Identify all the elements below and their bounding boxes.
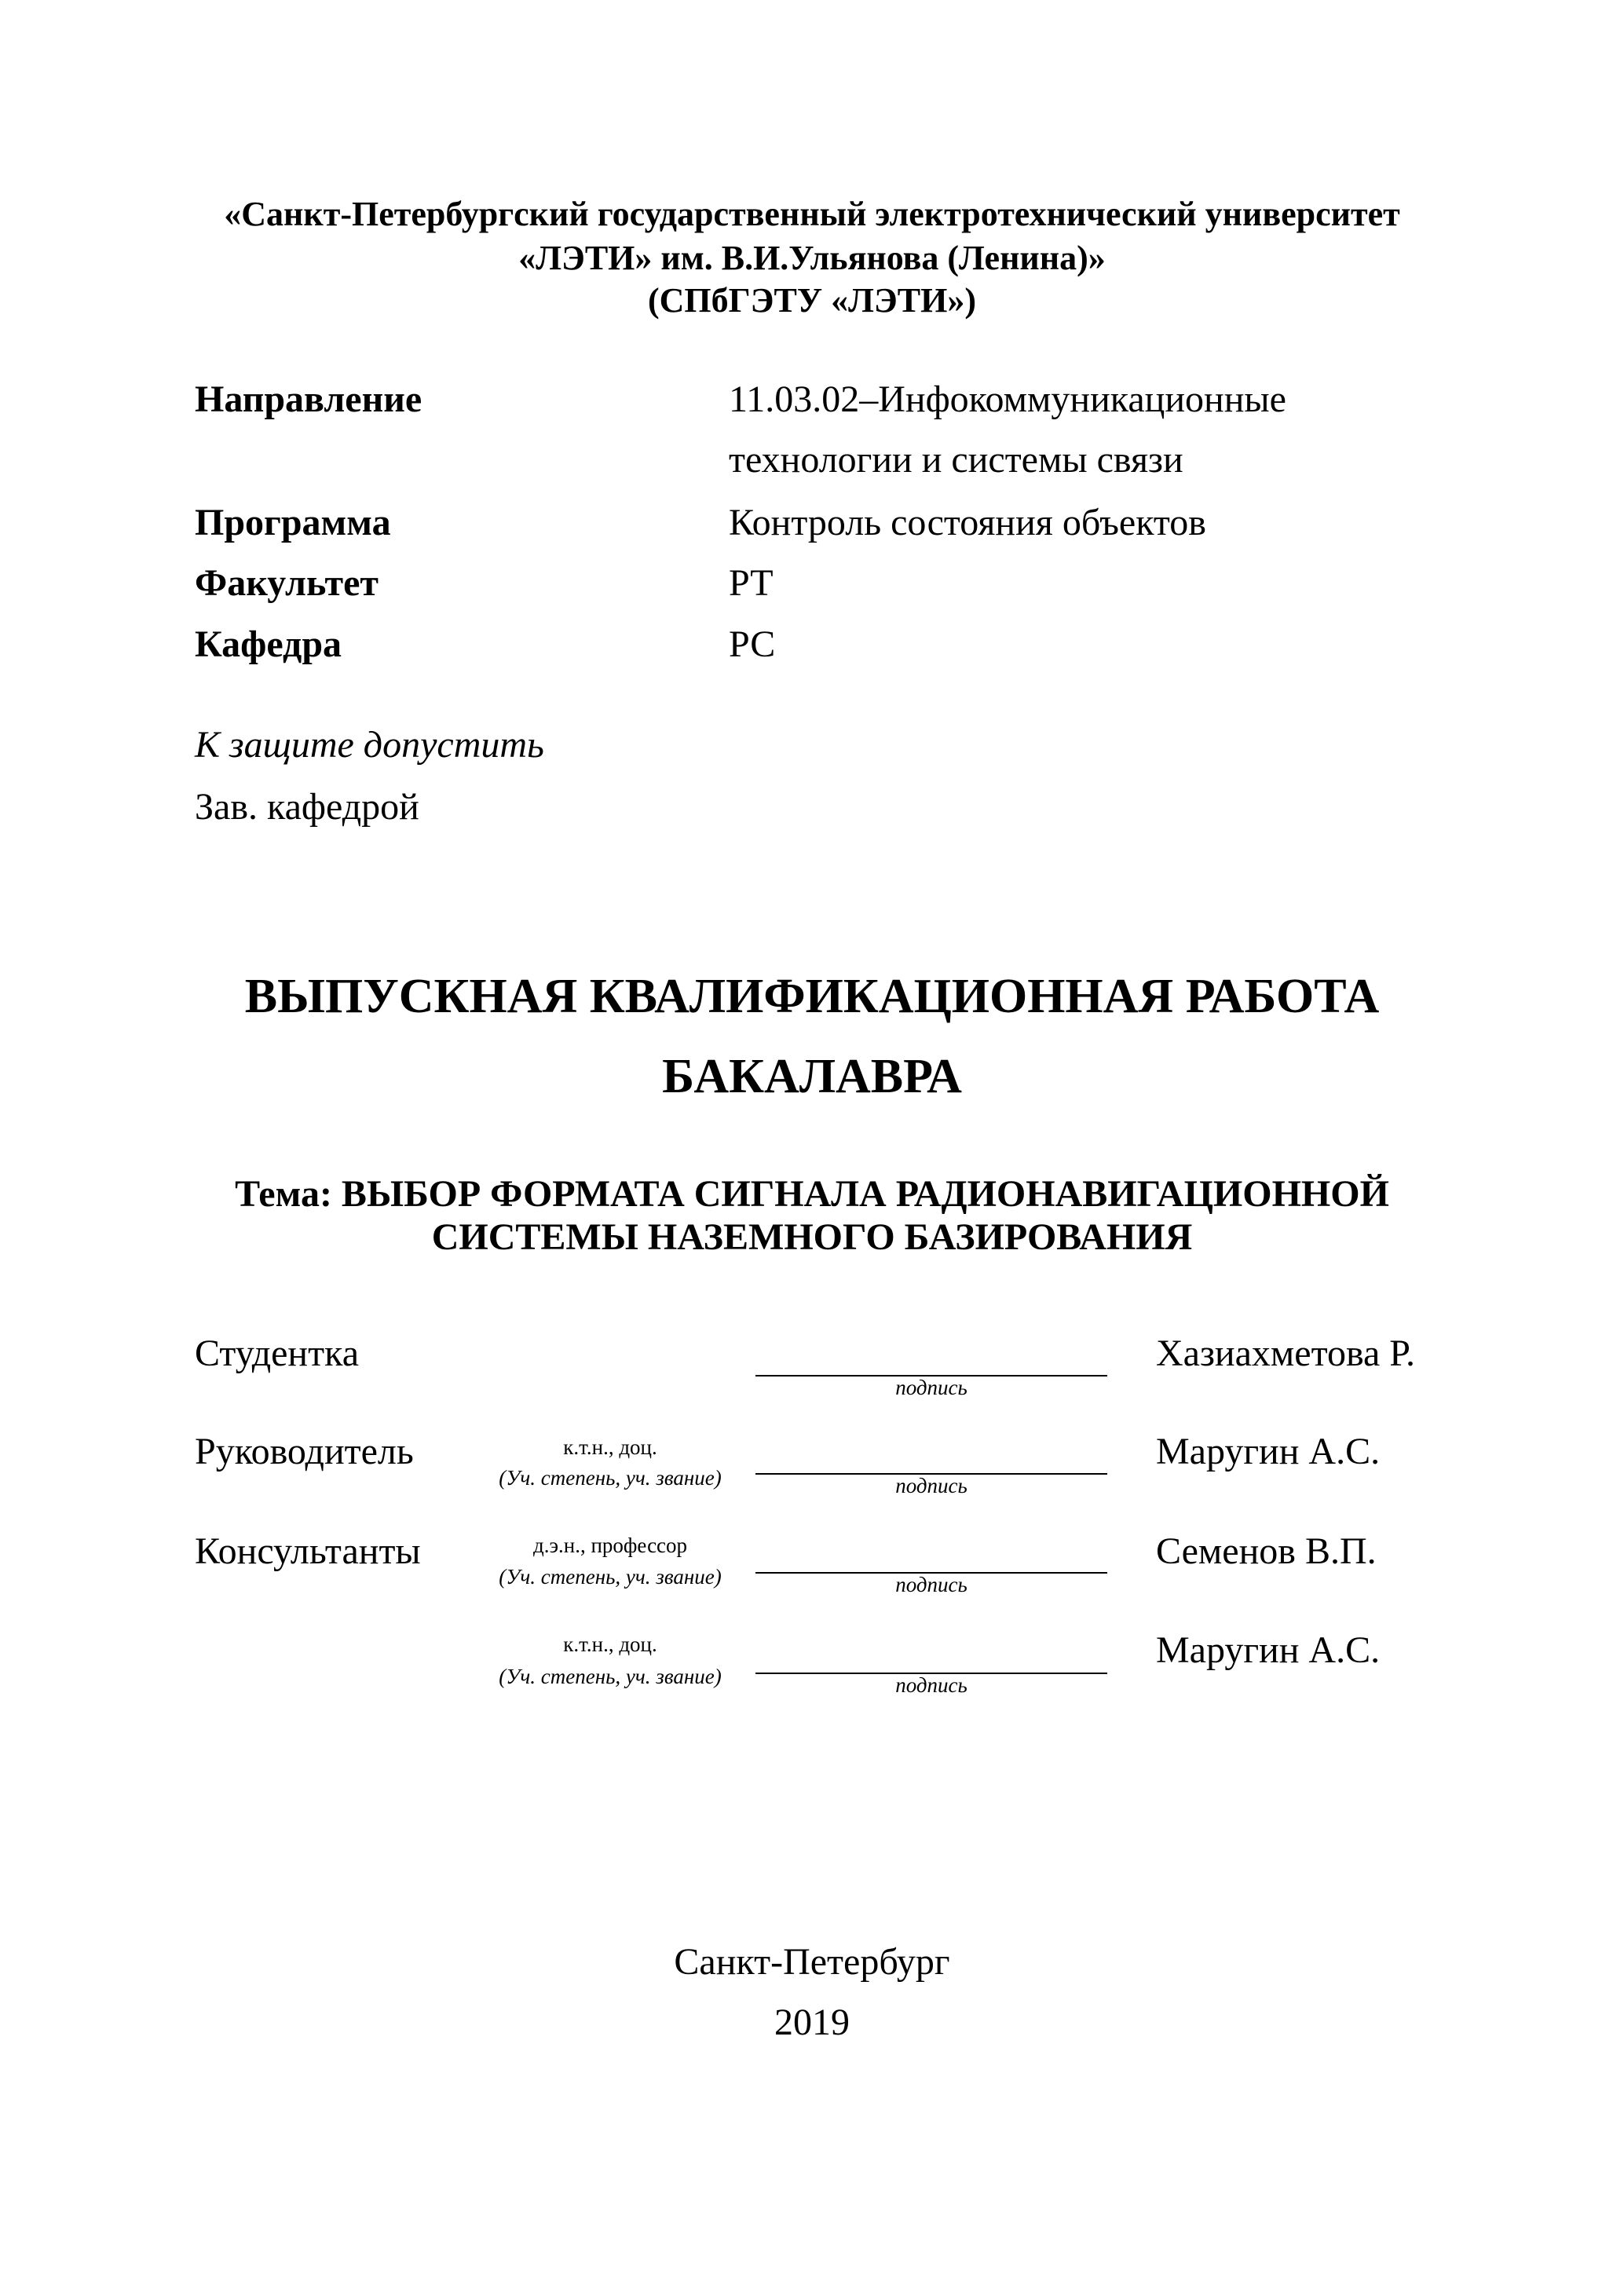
signature-caption: подпись (895, 1474, 967, 1497)
department-value: РС (729, 623, 776, 665)
person-name: Хазиахметова Р. (1156, 1333, 1415, 1374)
university-abbreviation: (СПбГЭТУ «ЛЭТИ») (648, 281, 976, 320)
admit-to-defense: К защите допустить (195, 724, 544, 766)
degree-caption: (Уч. степень, уч. звание) (499, 1466, 722, 1490)
role-label: Консультанты (195, 1530, 421, 1572)
program-label: Программа (195, 502, 391, 543)
signature-caption: подпись (895, 1673, 967, 1697)
head-of-department: Зав. кафедрой (195, 786, 419, 828)
signature-caption: подпись (895, 1376, 967, 1399)
year: 2019 (774, 2002, 850, 2043)
degree-caption: (Уч. степень, уч. звание) (499, 1665, 722, 1688)
theme-line1: Тема: ВЫБОР ФОРМАТА СИГНАЛА РАДИОНАВИГАЦИОННОЙ (235, 1173, 1389, 1215)
direction-value-continued: технологии и системы связи (729, 439, 1183, 481)
role-label: Студентка (195, 1333, 359, 1374)
degree-value: д.э.н., профессор (532, 1534, 688, 1557)
faculty-label: Факультет (195, 562, 379, 604)
direction-value: 11.03.02–Инфокоммуникационные (729, 378, 1286, 420)
department-label: Кафедра (195, 623, 342, 665)
program-value: Контроль состояния объектов (729, 502, 1206, 543)
degree-caption: (Уч. степень, уч. звание) (499, 1565, 722, 1589)
theme-line2: СИСТЕМЫ НАЗЕМНОГО БАЗИРОВАНИЯ (431, 1216, 1193, 1258)
person-name: Маругин А.С. (1156, 1431, 1381, 1472)
university-name-line1: «Санкт-Петербургский государственный электротехнический университет (224, 195, 1400, 233)
document-title-line1: ВЫПУСКНАЯ КВАЛИФИКАЦИОННАЯ РАБОТА (244, 970, 1380, 1023)
university-name-line2: «ЛЭТИ» им. В.И.Ульянова (Ленина)» (518, 239, 1106, 277)
person-name: Семенов В.П. (1156, 1530, 1377, 1572)
role-label: Руководитель (195, 1431, 414, 1472)
degree-value: к.т.н., доц. (563, 1435, 657, 1459)
document-title-line2: БАКАЛАВРА (662, 1050, 962, 1103)
direction-label: Направление (195, 378, 422, 420)
signature-caption: подпись (895, 1573, 967, 1596)
person-name: Маругин А.С. (1156, 1629, 1381, 1671)
degree-value: к.т.н., доц. (563, 1632, 657, 1656)
faculty-value: РТ (729, 562, 774, 604)
city: Санкт-Петербург (674, 1941, 950, 1983)
